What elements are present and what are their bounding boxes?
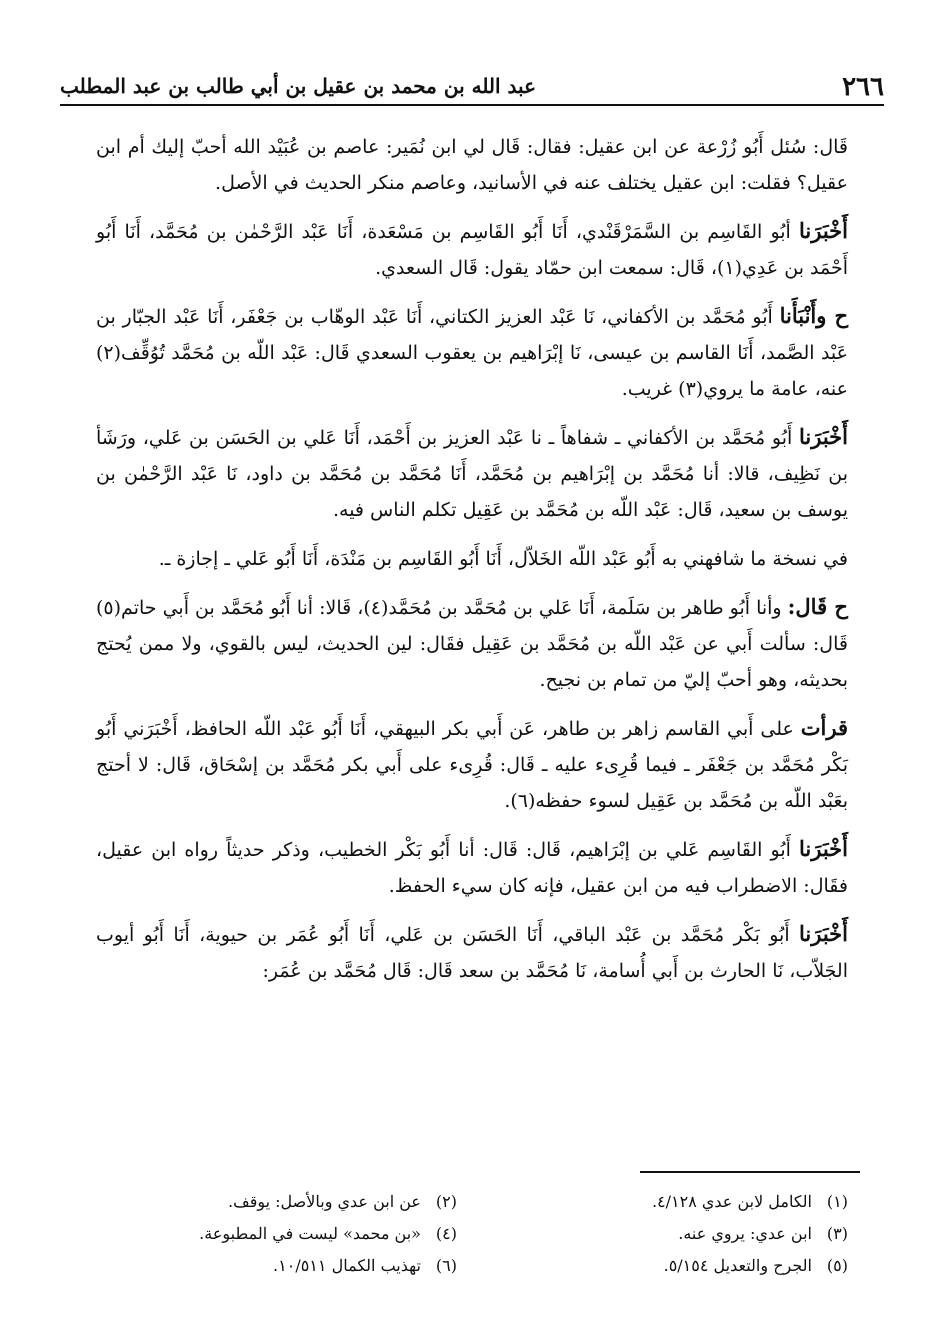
paragraph-text: أَبُو القَاسِم عَلي بن إبْرَاهيم، قَال: قَال: أنا أَبُو بَكْر الخطيب، وذكر حديثاً رواه ابن عقيل، فقَال: الاضطراب فيه من ابن عقيل، فإنه كان سيء الحفظ.	[96, 839, 848, 897]
footnotes-right-column	[487, 1186, 848, 1282]
running-header	[60, 66, 884, 104]
paragraph-lead: أَخْبَرَنا	[799, 218, 848, 243]
paragraph	[96, 710, 848, 819]
footnotes	[96, 1186, 848, 1282]
footnote	[487, 1218, 848, 1250]
page-number: ٢٦٦	[842, 72, 884, 102]
paragraph-lead: أَخْبَرَنا	[799, 921, 848, 946]
paragraph-lead: قرأت	[800, 715, 848, 740]
paragraph	[96, 916, 848, 989]
paragraph-lead: أَخْبَرَنا	[799, 836, 848, 861]
footnotes-left-column	[96, 1186, 457, 1282]
footnote	[96, 1186, 457, 1218]
paragraph-text: أبُو القَاسِم بن السَّمَرْقَنْدي، أَنَا أَبُو القَاسِم بن مَسْعَدة، أَنَا عَبْد الرَّحْمٰن بن مُحَمَّد، أَنَا أَبُو أَحْمَد بن عَدِي(١)، قَال: سمعت ابن حمّاد يقول: قَال السعدي.	[96, 221, 848, 279]
paragraph	[96, 298, 848, 407]
footnote-text: عن ابن عدي وبالأصل: يوقف.	[228, 1192, 421, 1211]
footnote-text: الكامل لابن عدي ٤/١٢٨.	[651, 1192, 812, 1211]
main-text	[96, 128, 848, 1001]
footnote-text: «بن محمد» ليست في المطبوعة.	[199, 1224, 421, 1243]
paragraph-lead: أَخْبَرَنا	[799, 424, 848, 449]
paragraph-text: قَال: سُئل أَبُو زُرْعة عن ابن عقيل: فقال: قَال لي ابن نُمَير: عاصم بن عُبَيْد الله أحبّ إليك أم ابن عقيل؟ فقلت: ابن عقيل يختلف عنه في الأسانيد، وعاصم منكر الحديث في الأصل.	[96, 136, 848, 194]
paragraph	[96, 831, 848, 904]
footnote-text: الجرح والتعديل ٥/١٥٤.	[663, 1256, 812, 1275]
paragraph-text: وأنا أَبُو طاهر بن سَلَمة، أَنَا عَلي بن مُحَمَّد بن مُحَمَّد(٤)، قَالا: أنا أَبُو مُحَمَّد بن أَبي حاتم(٥) قَال: سألت أَبي عن عَبْد اللّه بن مُحَمَّد بن عَقِيل فقَال: لين الحديث، ليس بالقوي، ولا ممن يُحتج بحديثه، وهو أحبّ إليّ من تمام بن نجيح.	[96, 597, 848, 691]
footnote-rule	[640, 1171, 860, 1173]
paragraph-text: على أَبي القاسم زاهر بن طاهر، عَن أَبي بكر البيهقي، أَنَا أَبُو عَبْد اللّه الحافظ، أَخْبَرَني أَبُو بَكْر مُحَمَّد بن جَعْفَر ـ فيما قُرِىء عليه ـ قَال: قُرِىء على أَبي بكر مُحَمَّد بن إسْحَاق، قَال: لا أحتج بعَبْد اللّه بن مُحَمَّد بن عَقِيل لسوء حفظه(٦).	[96, 718, 848, 812]
footnote-number: (٦)	[435, 1256, 457, 1275]
footnote-text: ابن عدي: يروي عنه.	[678, 1224, 812, 1243]
header-rule	[60, 104, 884, 106]
paragraph-text: أَبُو بَكْر مُحَمَّد بن عَبْد الباقي، أَنَا الحَسَن بن عَلي، أَنَا أَبُو عُمَر بن حيوية، أَنَا أَبُو أيوب الجَلاّب، نَا الحارث بن أَبي أُسامة، نَا مُحَمَّد بن سعد قَال: قَال مُحَمَّد بن عُمَر:	[96, 924, 848, 982]
paragraph	[96, 419, 848, 528]
footnote-number: (٤)	[435, 1224, 457, 1243]
running-title: عبد الله بن محمد بن عقيل بن أبي طالب بن عبد المطلب	[60, 74, 537, 98]
footnote-number: (٣)	[826, 1224, 848, 1243]
paragraph	[96, 213, 848, 286]
footnote-text: تهذيب الكمال ١٠/٥١١.	[273, 1256, 421, 1275]
paragraph	[96, 589, 848, 698]
paragraph	[96, 540, 848, 577]
paragraph-lead: ح قَال:	[787, 594, 848, 619]
paragraph-text: أَبُو مُحَمَّد بن الأكفاني، نَا عَبْد العزيز الكتاني، أَنَا عَبْد الوهّاب بن جَعْفَر، أَنَا عَبْد الجبّار بن عَبْد الصَّمد، أَنَا القاسم بن عيسى، نَا إبْرَاهيم بن يعقوب السعدي قَال: عَبْد اللّه بن مُحَمَّد تُوُقِّف(٢) عنه، عامة ما يروي(٣) غريب.	[96, 306, 848, 400]
footnote-number: (٥)	[826, 1256, 848, 1275]
footnote-number: (١)	[826, 1192, 848, 1211]
footnote	[96, 1250, 457, 1282]
paragraph-text: أَبُو مُحَمَّد بن الأكفاني ـ شفاهاً ـ نا عَبْد العزيز بن أَحْمَد، أَنَا عَلي بن الحَسَن بن عَلي، ورَشَأ بن نَظِيف، قالا: أنا مُحَمَّد بن إبْرَاهيم بن مُحَمَّد، أَنَا مُحَمَّد بن مُحَمَّد بن داود، نَا عَبْد الرَّحْمٰن بن يوسف بن سعيد، قَال: عَبْد اللّه بن مُحَمَّد بن عَقِيل تكلم الناس فيه.	[96, 427, 848, 521]
footnote-number: (٢)	[435, 1192, 457, 1211]
paragraph-text: في نسخة ما شافهني به أَبُو عَبْد اللّه الخَلاّل، أَنَا أَبُو القَاسِم بن مَنْدَة، أَنَا أَبُو عَلي ـ إجازة ـ.	[158, 548, 848, 570]
footnote	[96, 1218, 457, 1250]
paragraph-lead: ح وأَنْبَأَنا	[779, 303, 848, 328]
paragraph	[96, 128, 848, 201]
footnote	[487, 1250, 848, 1282]
footnote	[487, 1186, 848, 1218]
